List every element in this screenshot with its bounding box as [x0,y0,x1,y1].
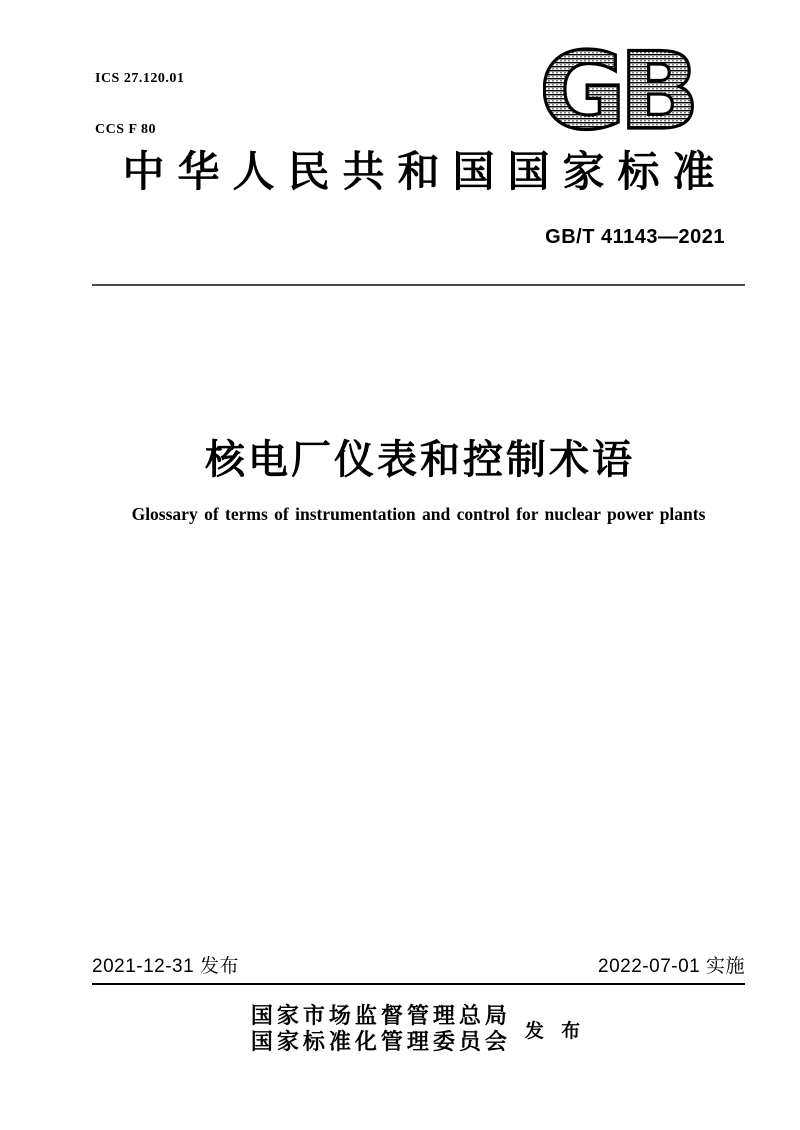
document-title-en: Glossary of terms of instrumentation and control for nuclear power plants [131,504,706,524]
publish-label: 发 布 [524,1020,587,1042]
bottom-divider [92,983,745,985]
issuer-block [92,1003,745,1055]
standard-number: GB/T 41143—2021 [545,226,725,248]
dates-row [92,951,745,978]
issuer-line-2: 国家标准化管理委员会 [250,1029,511,1054]
ccs-code: CCS F 80 [95,122,157,137]
issue-date: 2021-12-31 发布 [92,956,239,977]
document-title-zh: 核电厂仪表和控制术语 [205,438,635,482]
top-divider [92,284,745,286]
issuer-line-1: 国家市场监督管理总局 [250,1003,511,1028]
implement-date: 2022-07-01 实施 [598,956,745,977]
page-content [92,0,745,1130]
issuer-names [250,1003,511,1055]
national-standard-heading: 中华人民共和国国家标准 [122,150,728,196]
ics-code: ICS 27.120.01 [95,71,185,86]
gb-standard-logo-icon [543,42,708,132]
gb-logo-text: GB [543,42,693,132]
